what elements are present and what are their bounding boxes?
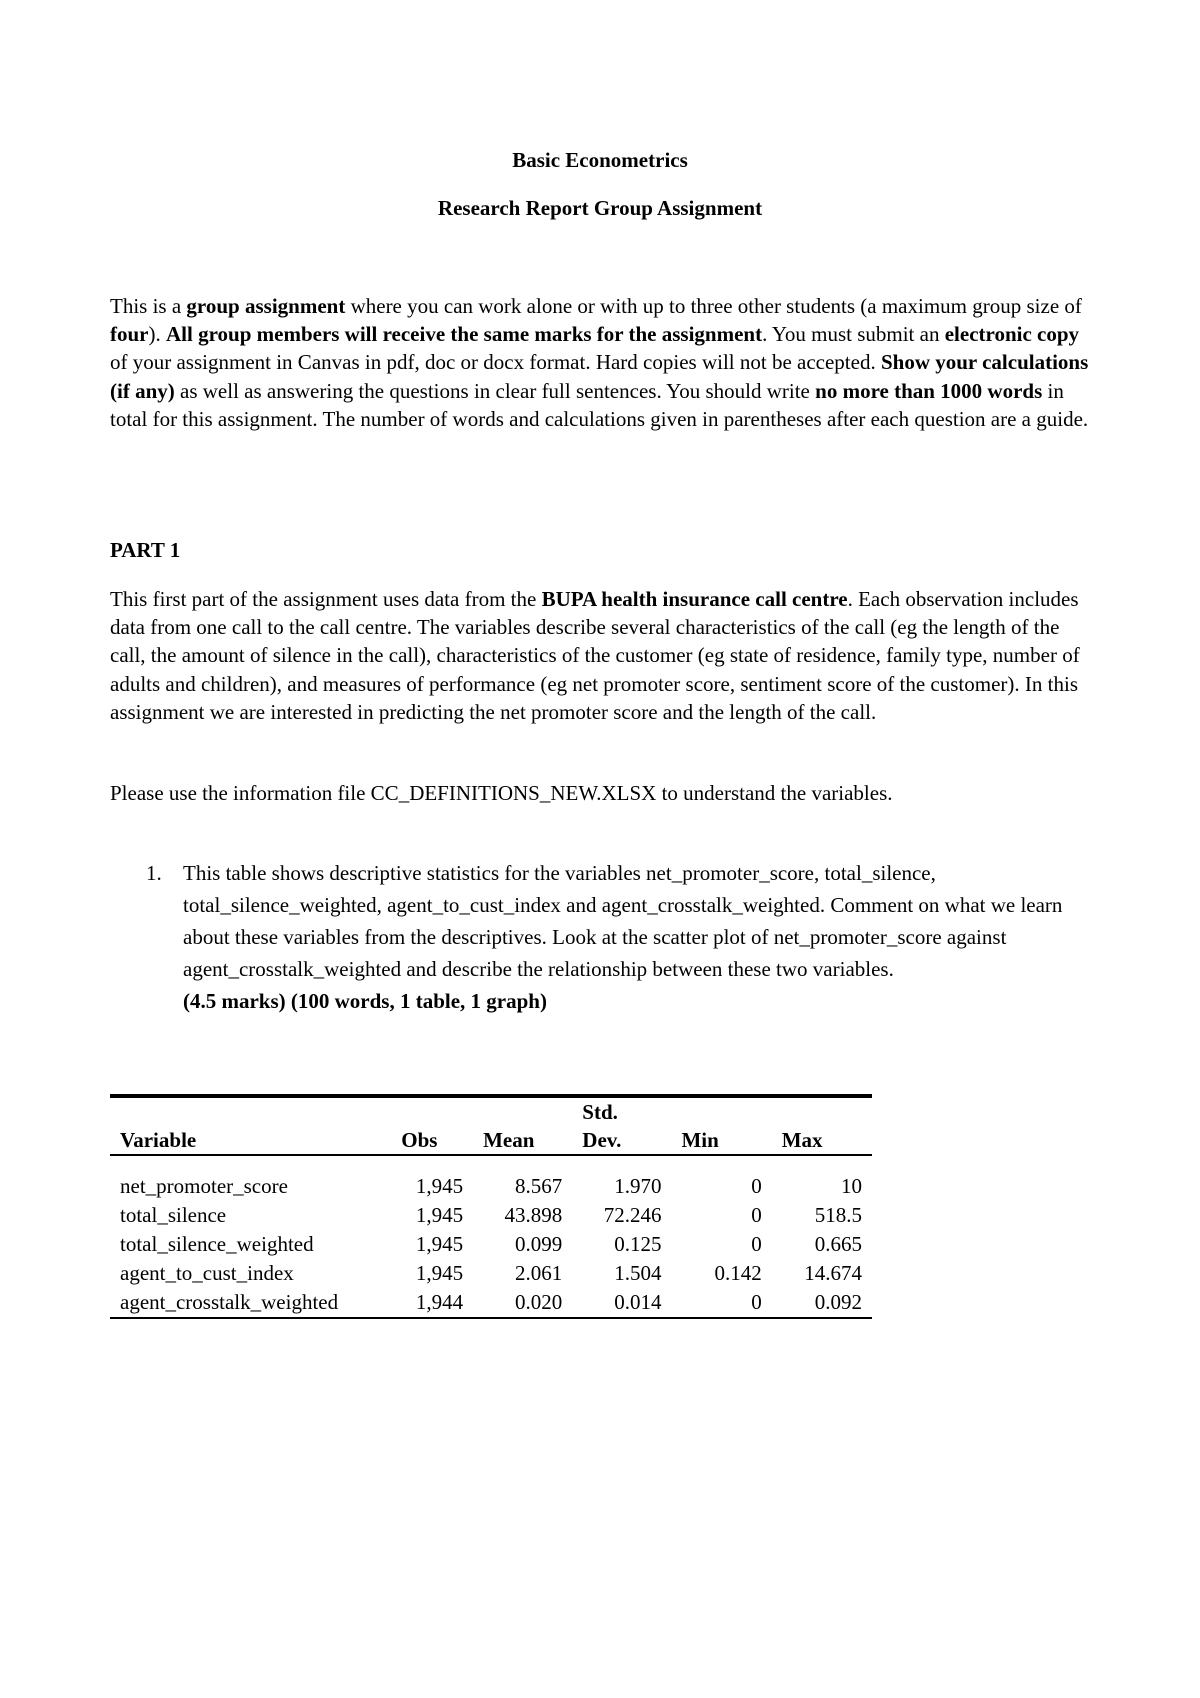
part1-text-segment: BUPA health insurance call centre [541, 587, 848, 611]
cell-min: 0 [751, 1174, 762, 1198]
cell-max: 0.092 [772, 1288, 872, 1318]
cell-max: 14.674 [804, 1261, 862, 1285]
cell-variable: net_promoter_score [120, 1174, 288, 1198]
header-variable: Variable [110, 1126, 391, 1155]
question-marks: (4.5 marks) (100 words, 1 table, 1 graph) [183, 989, 547, 1013]
header-std-bottom: Dev. [572, 1126, 671, 1155]
table-spacer [110, 1155, 872, 1172]
intro-text-segment: where you can work alone or with up to three other students (a maximum group size of [345, 294, 1082, 318]
intro-text-segment: four [110, 322, 149, 347]
cell-obs: 1,945 [415, 1232, 464, 1256]
cell-obs: 1,945 [415, 1203, 464, 1227]
table-header-row-upper [110, 1098, 872, 1126]
cell-mean: 2.061 [515, 1261, 563, 1285]
intro-text-segment: group assignment [186, 294, 346, 318]
cell-std: 0.014 [572, 1288, 671, 1318]
part1-text-segment: . Each observation includes data from one call to the call centre. The variables describe several characteristics of the call (eg the length of the call, the amount of silence in the call), characteristics of the customer (eg state of residence, family type, number of adults and children), and measures of performance (eg net promoter score, sentiment score of the customer). In this assignment we are interested in predicting the net promoter score and the length of the call. [110, 587, 1080, 724]
table-row [110, 1259, 872, 1288]
cell-variable: total_silence [120, 1203, 227, 1227]
header-min: Min [671, 1126, 771, 1155]
part1-heading: PART 1 [110, 538, 181, 562]
document-title: Basic Econometrics [512, 148, 688, 172]
question-body [183, 857, 1100, 1017]
table-header-row [110, 1126, 872, 1155]
intro-text-segment: All group members will receive the same marks for the assignment [166, 322, 763, 347]
header-obs: Obs [391, 1126, 473, 1155]
cell-variable: agent_crosstalk_weighted [110, 1288, 391, 1318]
table-row [110, 1288, 872, 1318]
intro-text-segment: ). [148, 322, 166, 347]
intro-paragraph [110, 292, 1100, 433]
part1-text-segment: This first part of the assignment uses data from the [110, 587, 542, 611]
cell-std: 1.970 [614, 1174, 662, 1198]
cell-mean: 43.898 [504, 1203, 563, 1227]
cell-max: 10 [841, 1174, 862, 1198]
intro-text-segment: in total for this assignment. The number of words and calculations given in parentheses after each question are a guide. [110, 378, 1089, 431]
cell-max: 0.665 [814, 1232, 862, 1256]
cell-max: 518.5 [814, 1203, 862, 1227]
table-row [110, 1172, 872, 1201]
header-max: Max [772, 1126, 872, 1155]
cell-mean: 8.567 [515, 1174, 563, 1198]
intro-text-segment: Show your calculations (if any) [110, 350, 1089, 403]
intro-text-segment: electronic copy [944, 322, 1080, 347]
intro-text-segment: This is a [110, 294, 187, 318]
cell-obs: 1,945 [415, 1261, 464, 1285]
cell-variable: total_silence_weighted [120, 1232, 314, 1256]
intro-text-segment: . You must submit an [762, 322, 945, 347]
info-file-line: Please use the information file CC_DEFINITIONS_NEW.XLSX to understand the variables. [110, 781, 893, 805]
cell-std: 0.125 [614, 1232, 662, 1256]
cell-std: 1.504 [614, 1261, 662, 1285]
question-number: 1. [146, 861, 162, 885]
cell-min: 0 [751, 1203, 762, 1227]
document-subtitle: Research Report Group Assignment [437, 196, 763, 220]
cell-std: 72.246 [603, 1203, 662, 1227]
cell-min: 0 [671, 1288, 771, 1318]
question-text: This table shows descriptive statistics for the variables net_promoter_score, total_silence, total_silence_weighted, agent_to_cust_index and agent_crosstalk_weighted. Comment on what we learn about these variables from the descriptives. Look at the scatter plot of net_promoter_score against agent_crosstalk_weighted and describe the relationship between these two variables. [183, 861, 1063, 981]
descriptive-statistics-table [110, 1094, 872, 1319]
intro-text-segment: no more than 1000 words [815, 378, 1043, 403]
cell-obs: 1,945 [415, 1174, 464, 1198]
cell-variable: agent_to_cust_index [120, 1261, 294, 1285]
header-mean: Mean [473, 1126, 572, 1155]
cell-min: 0 [751, 1232, 762, 1256]
header-std-top: Std. [582, 1100, 618, 1124]
intro-text-segment: as well as answering the questions in clear full sentences. You should write [174, 378, 816, 403]
cell-min: 0.142 [714, 1261, 762, 1285]
cell-mean: 0.099 [515, 1232, 563, 1256]
cell-mean: 0.020 [473, 1288, 572, 1318]
part1-description [110, 585, 1100, 726]
table-body [110, 1155, 872, 1318]
intro-text-segment: of your assignment in Canvas in pdf, doc or docx format. Hard copies will not be accepted. [110, 350, 881, 375]
cell-obs: 1,944 [391, 1288, 473, 1318]
table-row [110, 1230, 872, 1259]
table-row [110, 1201, 872, 1230]
